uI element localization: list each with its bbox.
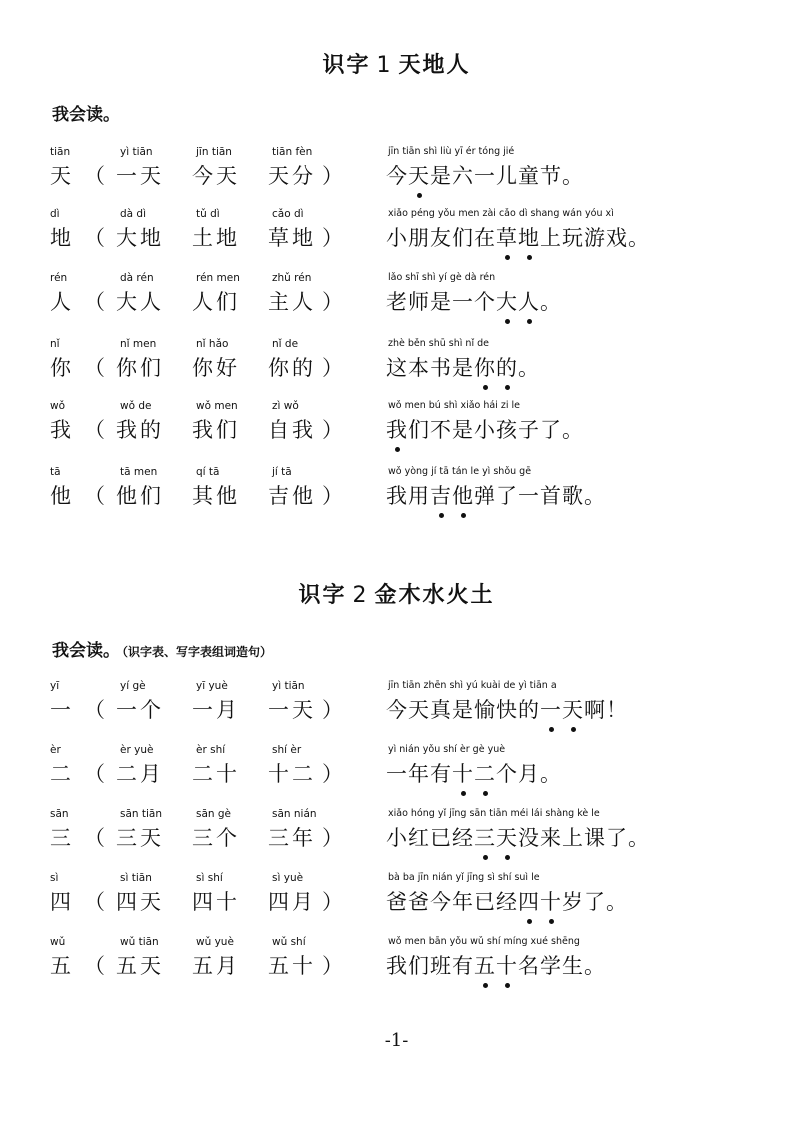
word: 吉他 — [268, 484, 316, 508]
word-pinyin: sì tiān — [120, 872, 152, 884]
emphasis-dot — [483, 983, 488, 988]
open-paren: （ — [84, 954, 105, 978]
word: 草地 — [268, 226, 316, 250]
sentence-pinyin: wǒ men bān yǒu wǔ shí míng xué shēng — [388, 936, 580, 947]
word-pinyin: wǒ de — [120, 400, 152, 412]
word-pinyin: nǐ men — [120, 338, 157, 350]
vocab-row — [0, 272, 793, 332]
word-pinyin: wǒ men — [196, 400, 238, 412]
word: 大地 — [116, 226, 164, 250]
section1-title-prefix: 识字 — [322, 53, 371, 78]
char-pinyin: nǐ — [50, 338, 60, 350]
emphasis-dot — [483, 385, 488, 390]
char-pinyin: tiān — [50, 146, 71, 158]
char-pinyin: sì — [50, 872, 59, 884]
word-pinyin: wǔ shí — [272, 936, 306, 948]
word: 人们 — [192, 290, 240, 314]
emphasis-dot — [505, 385, 510, 390]
word-pinyin: dà rén — [120, 272, 154, 284]
word-pinyin: sì shí — [196, 872, 223, 884]
word-pinyin: shí èr — [272, 744, 302, 756]
example-sentence: 我用吉他弹了一首歌。 — [386, 484, 606, 508]
word: 三年 — [268, 826, 316, 850]
word-pinyin: rén men — [196, 272, 240, 284]
sentence-pinyin: yì nián yǒu shí èr gè yuè — [388, 744, 506, 755]
word-pinyin: dà dì — [120, 208, 147, 220]
section1-title-text: 天地人 — [398, 53, 471, 78]
word-pinyin: tǔ dì — [196, 208, 220, 220]
close-paren: ） — [322, 762, 343, 786]
open-paren: （ — [84, 698, 105, 722]
sentence-pinyin: zhè běn shū shì nǐ de — [388, 338, 489, 349]
emphasis-dot — [527, 919, 532, 924]
close-paren: ） — [322, 484, 343, 508]
word-pinyin: yī yuè — [196, 680, 228, 692]
word: 主人 — [268, 290, 316, 314]
word: 他们 — [116, 484, 164, 508]
char-pinyin: sān — [50, 808, 69, 820]
emphasis-dot — [417, 193, 422, 198]
word: 三个 — [192, 826, 240, 850]
open-paren: （ — [84, 290, 105, 314]
emphasis-dot — [395, 447, 400, 452]
page-number: -1- — [384, 1030, 409, 1051]
section1-intro: 我会读。 — [52, 105, 120, 125]
word: 十二 — [268, 762, 316, 786]
emphasis-dot — [483, 855, 488, 860]
section2-intro-text: 我会读。 — [52, 641, 120, 661]
word: 你的 — [268, 356, 316, 380]
word: 自我 — [268, 418, 316, 442]
close-paren: ） — [322, 826, 343, 850]
example-sentence: 爸爸今年已经四十岁了。 — [386, 890, 628, 914]
sentence-pinyin: jīn tiān zhēn shì yú kuài de yì tiān a — [388, 680, 557, 691]
close-paren: ） — [322, 290, 343, 314]
example-sentence: 我们不是小孩子了。 — [386, 418, 584, 442]
word: 四天 — [116, 890, 164, 914]
word: 一天 — [116, 164, 164, 188]
word-pinyin: sān nián — [272, 808, 317, 820]
example-sentence: 这本书是你的。 — [386, 356, 540, 380]
word: 我的 — [116, 418, 164, 442]
main-character: 五 — [50, 954, 71, 978]
word-pinyin: sān tiān — [120, 808, 163, 820]
word-pinyin: nǐ de — [272, 338, 299, 350]
open-paren: （ — [84, 762, 105, 786]
main-character: 三 — [50, 826, 71, 850]
word: 我们 — [192, 418, 240, 442]
main-character: 人 — [50, 290, 71, 314]
close-paren: ） — [322, 226, 343, 250]
word: 一月 — [192, 698, 240, 722]
sentence-pinyin: jīn tiān shì liù yī ér tóng jié — [388, 146, 515, 157]
open-paren: （ — [84, 226, 105, 250]
main-character: 我 — [50, 418, 71, 442]
char-pinyin: wǒ — [50, 400, 66, 412]
main-character: 四 — [50, 890, 71, 914]
close-paren: ） — [322, 418, 343, 442]
word-pinyin: sān gè — [196, 808, 232, 820]
emphasis-dot — [439, 513, 444, 518]
word: 你们 — [116, 356, 164, 380]
word: 其他 — [192, 484, 240, 508]
char-pinyin: tā — [50, 466, 61, 478]
word-pinyin: yí gè — [120, 680, 146, 692]
word-pinyin: zì wǒ — [272, 400, 299, 412]
main-character: 天 — [50, 164, 71, 188]
word: 大人 — [116, 290, 164, 314]
sentence-pinyin: xiǎo hóng yǐ jīng sān tiān méi lái shàng kè le — [388, 808, 600, 819]
word-pinyin: yì tiān — [120, 146, 153, 158]
word: 四十 — [192, 890, 240, 914]
emphasis-dot — [505, 855, 510, 860]
example-sentence: 小朋友们在草地上玩游戏。 — [386, 226, 650, 250]
open-paren: （ — [84, 890, 105, 914]
open-paren: （ — [84, 164, 105, 188]
word-pinyin: èr shí — [196, 744, 226, 756]
word: 二月 — [116, 762, 164, 786]
open-paren: （ — [84, 356, 105, 380]
emphasis-dot — [461, 513, 466, 518]
vocab-row — [0, 338, 793, 398]
word: 五十 — [268, 954, 316, 978]
word-pinyin: qí tā — [196, 466, 220, 478]
word-pinyin: tiān fèn — [272, 146, 313, 158]
section2-title-text: 金木水火土 — [374, 583, 495, 608]
word-pinyin: jīn tiān — [196, 146, 232, 158]
example-sentence: 小红已经三天没来上课了。 — [386, 826, 650, 850]
vocab-row — [0, 680, 793, 740]
emphasis-dot — [483, 791, 488, 796]
word: 天分 — [268, 164, 316, 188]
main-character: 地 — [50, 226, 71, 250]
sentence-pinyin: bà ba jīn nián yǐ jīng sì shí suì le — [388, 872, 540, 883]
emphasis-dot — [549, 919, 554, 924]
char-pinyin: èr — [50, 744, 61, 756]
main-character: 一 — [50, 698, 71, 722]
char-pinyin: dì — [50, 208, 60, 220]
close-paren: ） — [322, 890, 343, 914]
vocab-row — [0, 208, 793, 268]
char-pinyin: yī — [50, 680, 60, 692]
main-character: 他 — [50, 484, 71, 508]
word-pinyin: wǔ yuè — [196, 936, 234, 948]
section2-title — [0, 578, 793, 609]
emphasis-dot — [505, 983, 510, 988]
close-paren: ） — [322, 698, 343, 722]
sentence-pinyin: wǒ men bú shì xiǎo hái zi le — [388, 400, 520, 411]
word: 你好 — [192, 356, 240, 380]
word-pinyin: yì tiān — [272, 680, 305, 692]
word-pinyin: sì yuè — [272, 872, 304, 884]
open-paren: （ — [84, 826, 105, 850]
vocab-row — [0, 466, 793, 526]
word-pinyin: jí tā — [272, 466, 292, 478]
word: 土地 — [192, 226, 240, 250]
example-sentence: 我们班有五十名学生。 — [386, 954, 606, 978]
word: 三天 — [116, 826, 164, 850]
emphasis-dot — [505, 319, 510, 324]
emphasis-dot — [527, 255, 532, 260]
main-character: 二 — [50, 762, 71, 786]
emphasis-dot — [505, 255, 510, 260]
word: 一天 — [268, 698, 316, 722]
vocab-row — [0, 146, 793, 206]
word-pinyin: nǐ hǎo — [196, 338, 229, 350]
section2-intro-note: （识字表、写字表组词造句） — [122, 645, 273, 659]
word-pinyin: cǎo dì — [272, 208, 304, 220]
section1-title — [0, 48, 793, 79]
open-paren: （ — [84, 484, 105, 508]
close-paren: ） — [322, 356, 343, 380]
emphasis-dot — [571, 727, 576, 732]
emphasis-dot — [549, 727, 554, 732]
vocab-row — [0, 872, 793, 932]
close-paren: ） — [322, 164, 343, 188]
word-pinyin: wǔ tiān — [120, 936, 159, 948]
section2-intro — [52, 636, 272, 661]
main-character: 你 — [50, 356, 71, 380]
word: 今天 — [192, 164, 240, 188]
example-sentence: 老师是一个大人。 — [386, 290, 562, 314]
section1-title-num: 1 — [376, 53, 393, 78]
sentence-pinyin: xiǎo péng yǒu men zài cǎo dì shang wán yóu xì — [388, 208, 614, 219]
open-paren: （ — [84, 418, 105, 442]
emphasis-dot — [461, 791, 466, 796]
word: 五天 — [116, 954, 164, 978]
vocab-row — [0, 744, 793, 804]
example-sentence: 今天真是愉快的一天啊！ — [386, 698, 628, 722]
word: 一个 — [116, 698, 164, 722]
sentence-pinyin: lǎo shī shì yí gè dà rén — [388, 272, 496, 283]
vocab-row — [0, 808, 793, 868]
sentence-pinyin: wǒ yòng jí tā tán le yì shǒu gē — [388, 466, 532, 477]
example-sentence: 一年有十二个月。 — [386, 762, 562, 786]
section2-title-num: 2 — [352, 583, 369, 608]
word: 五月 — [192, 954, 240, 978]
word-pinyin: èr yuè — [120, 744, 154, 756]
section2-title-prefix: 识字 — [298, 583, 347, 608]
word: 二十 — [192, 762, 240, 786]
word-pinyin: tā men — [120, 466, 158, 478]
vocab-row — [0, 936, 793, 996]
vocab-row — [0, 400, 793, 460]
example-sentence: 今天是六一儿童节。 — [386, 164, 584, 188]
emphasis-dot — [527, 319, 532, 324]
close-paren: ） — [322, 954, 343, 978]
word-pinyin: zhǔ rén — [272, 272, 312, 284]
word: 四月 — [268, 890, 316, 914]
char-pinyin: rén — [50, 272, 68, 284]
char-pinyin: wǔ — [50, 936, 66, 948]
